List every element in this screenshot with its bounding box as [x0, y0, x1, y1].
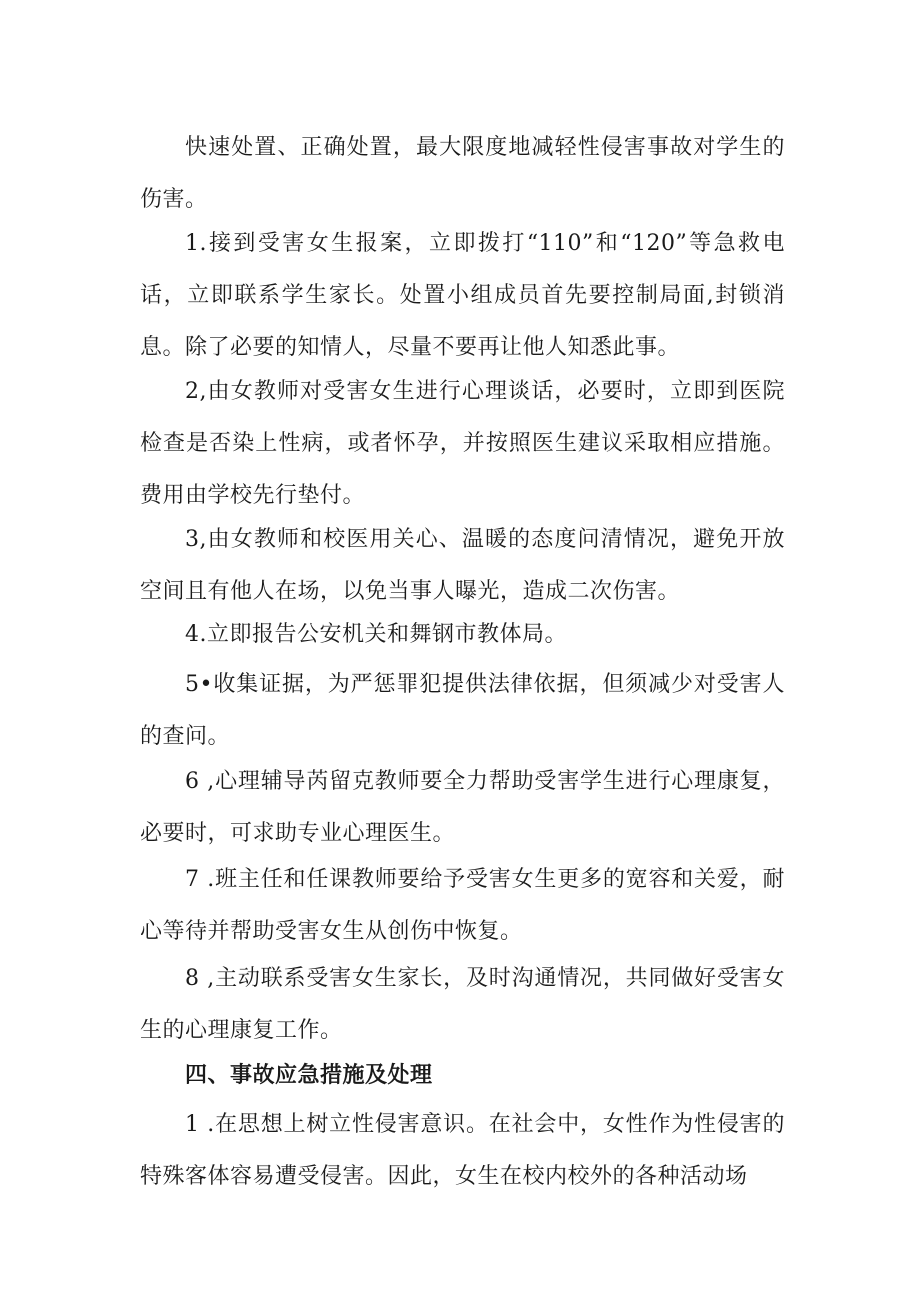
paragraph-intro: 快速处置、正确处置，最大限度地减轻性侵害事故对学生的伤害。: [140, 135, 785, 212]
paragraph-item-2: 2,由女教师对受害女生进行心理谈话，必要时，立即到医院检查是否染上性病，或者怀孕，并按照医生建议采取相应措施。费用由学校先行垫付。: [140, 379, 785, 508]
paragraph-item-5: 5•收集证据，为严惩罪犯提供法律依据，但须减少对受害人的查问。: [140, 672, 785, 749]
section-heading: 四、事故应急措施及处理: [185, 1063, 433, 1088]
paragraph-item-7: 7 .班主任和任课教师要给予受害女生更多的宽容和关爱，耐心等待并帮助受害女生从创伤中恢复。: [140, 867, 785, 944]
paragraph-item-4: 4.立即报告公安机关和舞钢市教体局。: [185, 622, 567, 647]
paragraph-item-1: 1.接到受害女生报案，立即拨打“110”和“120”等急救电话，立即联系学生家长。处置小组成员首先要控制局面,封锁消息。除了必要的知情人，尽量不要再让他人知悉此事。: [140, 231, 785, 360]
paragraph-item-3: 3,由女教师和校医用关心、温暖的态度问清情况，避免开放空间且有他人在场，以免当事人曝光，造成二次伤害。: [140, 527, 785, 604]
paragraph-section-item-1: 1 .在思想上树立性侵害意识。在社会中，女性作为性侵害的特殊客体容易遭受侵害。因此，女生在校内校外的各种活动场: [140, 1112, 785, 1189]
paragraph-item-6: 6 ,心理辅导芮留克教师要全力帮助受害学生进行心理康复，必要时，可求助专业心理医生。: [140, 769, 785, 846]
paragraph-item-8: 8 ,主动联系受害女生家长，及时沟通情况，共同做好受害女生的心理康复工作。: [140, 966, 785, 1043]
